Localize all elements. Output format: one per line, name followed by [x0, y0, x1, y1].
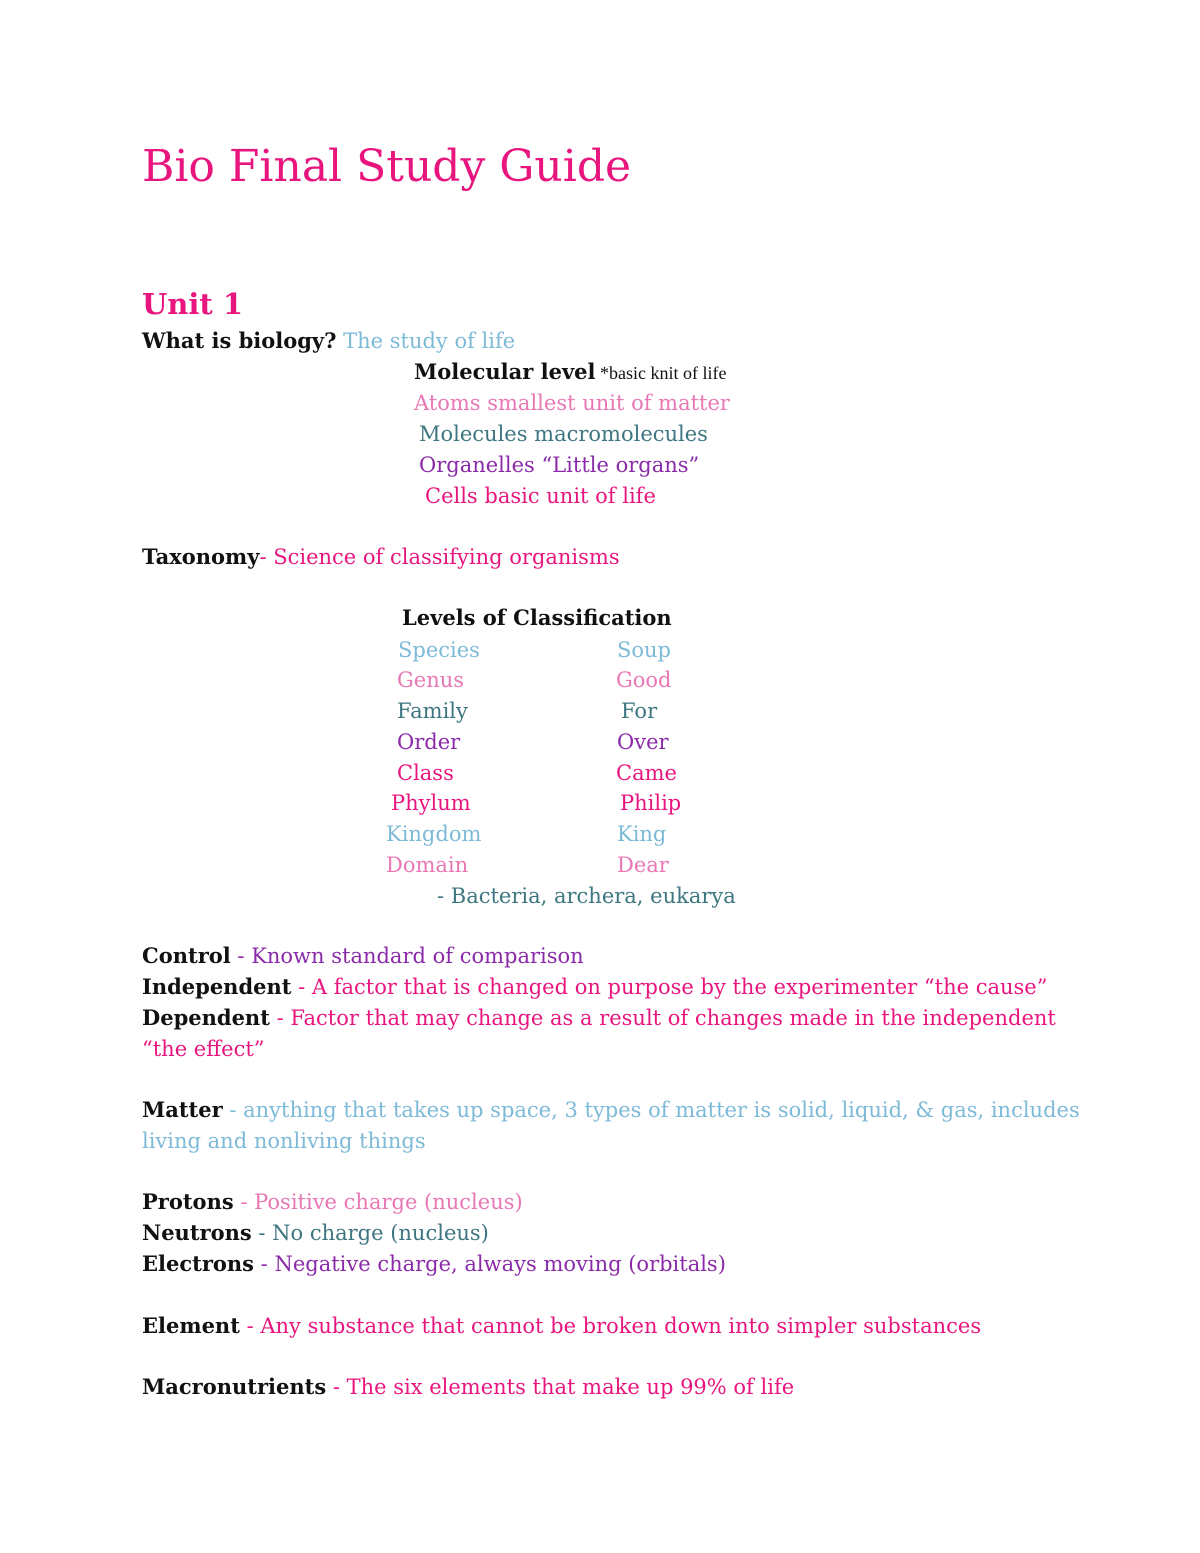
control-definition — [142, 944, 584, 968]
molecular-heading: Molecular level — [414, 359, 596, 384]
level-order: Order — [397, 730, 461, 754]
macronutrients-definition — [142, 1375, 794, 1399]
domains-note: - Bacteria, archera, eukarya — [437, 884, 736, 908]
mnemonic-dear: Dear — [617, 853, 669, 877]
protons-term: Protons — [142, 1189, 234, 1214]
protons-def: - Positive charge (nucleus) — [233, 1190, 523, 1214]
dependent-def-continued: “the effect” — [142, 1037, 265, 1061]
element-def: - Any substance that cannot be broken down into simpler substances — [239, 1314, 982, 1338]
matter-def-continued: living and nonliving things — [142, 1129, 426, 1153]
mnemonic-good: Good — [616, 668, 672, 692]
level-class: Class — [397, 761, 454, 785]
neutrons-def: - No charge (nucleus) — [251, 1221, 489, 1245]
independent-definition — [142, 975, 1047, 999]
organelles-line: Organelles “Little organs” — [419, 453, 700, 477]
electrons-term: Electrons — [142, 1251, 254, 1276]
level-kingdom: Kingdom — [386, 822, 482, 846]
mnemonic-over: Over — [617, 730, 669, 754]
mnemonic-philip: Philip — [620, 791, 682, 815]
element-term: Element — [142, 1313, 240, 1338]
classification-heading: Levels of Classification — [402, 605, 672, 630]
matter-definition — [142, 1098, 1080, 1122]
control-def: - Known standard of comparison — [230, 944, 584, 968]
level-phylum: Phylum — [391, 791, 471, 815]
macronutrients-term: Macronutrients — [142, 1374, 327, 1399]
page-title: Bio Final Study Guide — [142, 141, 632, 192]
mnemonic-came: Came — [616, 761, 677, 785]
level-genus: Genus — [397, 668, 465, 692]
taxonomy-definition — [142, 545, 620, 569]
taxonomy-term: Taxonomy — [142, 544, 260, 569]
molecular-note: *basic knit of life — [595, 363, 727, 383]
independent-def: - A factor that is changed on purpose by the experimenter “the cause” — [291, 975, 1048, 999]
biology-definition — [142, 329, 515, 353]
molecular-heading-line — [414, 360, 726, 384]
matter-term: Matter — [142, 1097, 223, 1122]
mnemonic-for: For — [621, 699, 658, 723]
macronutrients-def: - The six elements that make up 99% of life — [326, 1375, 795, 1399]
protons-definition — [142, 1190, 523, 1214]
biology-def: The study of life — [336, 329, 516, 353]
molecules-line: Molecules macromolecules — [419, 422, 708, 446]
neutrons-definition — [142, 1221, 489, 1245]
electrons-def: - Negative charge, always moving (orbitals) — [254, 1252, 726, 1276]
cells-line: Cells basic unit of life — [425, 484, 656, 508]
mnemonic-king: King — [617, 822, 667, 846]
matter-def: - anything that takes up space, 3 types of matter is solid, liquid, & gas, includes — [222, 1098, 1080, 1122]
dependent-def: - Factor that may change as a result of changes made in the independent — [269, 1006, 1056, 1030]
level-family: Family — [397, 699, 468, 723]
dependent-term: Dependent — [142, 1005, 270, 1030]
level-species: Species — [398, 638, 480, 662]
independent-term: Independent — [142, 974, 292, 999]
atoms-line: Atoms smallest unit of matter — [414, 391, 730, 415]
element-definition — [142, 1314, 981, 1338]
neutrons-term: Neutrons — [142, 1220, 252, 1245]
level-domain: Domain — [386, 853, 469, 877]
unit-heading: Unit 1 — [142, 287, 244, 321]
mnemonic-soup: Soup — [617, 638, 671, 662]
taxonomy-def: - Science of classifying organisms — [259, 545, 620, 569]
biology-term: What is biology? — [142, 328, 337, 353]
electrons-definition — [142, 1252, 726, 1276]
control-term: Control — [142, 943, 231, 968]
dependent-definition — [142, 1006, 1056, 1030]
